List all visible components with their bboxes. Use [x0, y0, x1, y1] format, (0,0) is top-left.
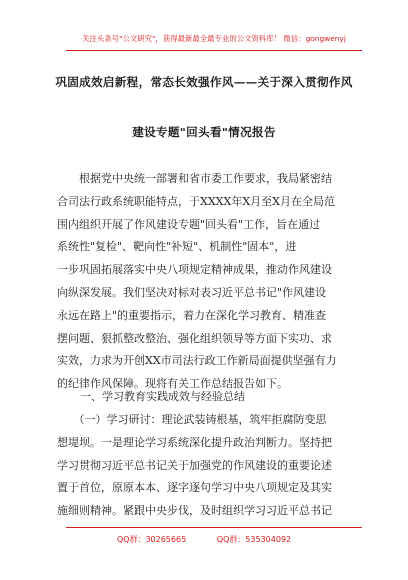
paragraph-line: 围内组织开展了作风建设专题"回头看"工作，旨在通过	[57, 217, 321, 231]
paragraph-line: 向纵深发展。我们坚决对标对表习近平总书记"作风建设	[57, 285, 327, 299]
footer-qq-group-1: QQ群：30265665	[116, 535, 187, 544]
paragraph-line: 施细则精神。紧跟中央步伐，及时组织学习习近平总书记	[57, 504, 332, 518]
header-banner: 关注头条号"公文研究"，获得最新最全最专业的公文资料库！ 微信：gongwenyj	[82, 34, 346, 43]
paragraph-line: 永远在路上"的重要指示，着力在深化学习教育、精准查	[57, 308, 327, 322]
body-paragraph-1	[57, 168, 357, 396]
footer-qq-group-2: QQ群：535304092	[216, 535, 292, 544]
paragraph-line: （一）学习研讨：理论武装铸根基，筑牢拒腐防变思	[57, 413, 327, 426]
section-heading: 一、学习教育实践成效与经验总结	[80, 390, 245, 403]
document-title-line-2: 建设专题"回头看"情况报告	[132, 125, 276, 139]
paragraph-line: 系统性"复检"、靶向性"补短"、机制性"固本"，进	[57, 240, 297, 254]
paragraph-line: 的纪律作风保障。现将有关工作总结报告如下。	[57, 377, 288, 391]
header-divider	[66, 50, 362, 51]
footer-divider	[66, 527, 362, 528]
footer	[0, 534, 408, 545]
paragraph-line: 根据党中央统一部署和省市委工作要求，我局紧密结	[57, 172, 332, 185]
paragraph-line: 学习贯彻习近平总书记关于加强党的作风建设的重要论述	[57, 458, 332, 472]
paragraph-line: 一步巩固拓展落实中央八项规定精神成果，推动作风建设	[57, 263, 332, 277]
paragraph-line: 摆问题、狠抓整改整治、强化组织领导等方面下实功、求	[57, 331, 332, 345]
paragraph-line: 想堤坝。一是理论学习系统深化提升政治判断力。坚持把	[57, 435, 332, 449]
document-title-line-1: 巩固成效启新程，常态长效强作风——关于深入贯彻作风	[55, 75, 353, 89]
paragraph-line: 实效，力求为开创XX市司法行政工作新局面提供坚强有力	[57, 354, 337, 368]
paragraph-line: 置于首位，原原本本、逐字逐句学习中央八项规定及其实	[57, 481, 332, 495]
body-paragraph-2	[57, 409, 357, 523]
paragraph-line: 合司法行政系统职能特点，于XXXX年X月至X月在全局范	[57, 194, 335, 208]
